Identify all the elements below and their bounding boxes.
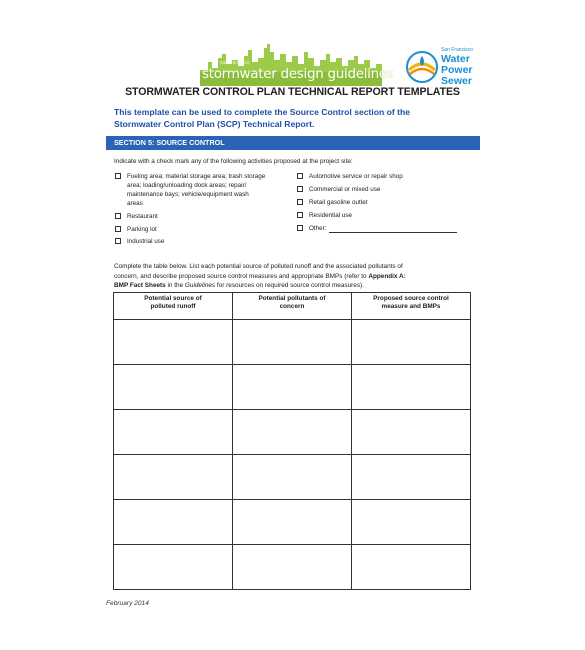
section-header-bar: SECTION 5: SOURCE CONTROL (106, 136, 480, 150)
checkbox-box[interactable] (297, 212, 303, 218)
checkbox-label: Other: (309, 225, 327, 232)
logo-left-small-text: san francisco (220, 60, 250, 66)
logo-word-water: Water (441, 53, 470, 65)
instruction-appendix-ref: Appendix A: (368, 272, 406, 280)
table-cell[interactable] (233, 455, 352, 500)
source-control-table (113, 292, 471, 590)
logo-left-text: stormwater design guidelines (202, 66, 394, 82)
table-instructions (114, 262, 474, 291)
checkbox-label: Restaurant (127, 213, 158, 220)
table-row (114, 410, 471, 455)
table-cell[interactable] (352, 455, 471, 500)
intro-line-2: Stormwater Control Plan (SCP) Technical Report. (114, 119, 315, 129)
logo-word-sewer: Sewer (441, 75, 472, 87)
table-cell[interactable] (352, 365, 471, 410)
table-cell[interactable] (114, 365, 233, 410)
checkbox-label: Retail gasoline outlet (309, 199, 368, 206)
table-header-row (114, 293, 471, 320)
table-row (114, 545, 471, 590)
table-cell[interactable] (114, 320, 233, 365)
checkbox-label: maintenance bays; vehicle/equipment wash (127, 191, 249, 198)
table-row (114, 500, 471, 545)
table-cell[interactable] (352, 410, 471, 455)
table-cell[interactable] (352, 320, 471, 365)
document-title: STORMWATER CONTROL PLAN TECHNICAL REPORT TEMPLATES (125, 86, 460, 98)
checkbox-box[interactable] (115, 238, 121, 244)
checklist-instruction: Indicate with a check mark any of the following activities proposed at the project site: (114, 158, 353, 165)
table-cell[interactable] (114, 410, 233, 455)
instruction-line-2: concern, and describe proposed source control measures and appropriate BMPs (refer to (114, 272, 369, 280)
table-row (114, 320, 471, 365)
checkbox-label: Industrial use (127, 238, 165, 245)
checkbox-box[interactable] (297, 173, 303, 179)
instruction-line-1: Complete the table below. List each potential source of polluted runoff and the associated pollutants of (114, 263, 403, 270)
table-cell[interactable] (114, 455, 233, 500)
table-cell[interactable] (233, 410, 352, 455)
checkbox-label: Fueling area; material storage area; trash storage (127, 173, 266, 180)
logo-word-power: Power (441, 64, 473, 76)
checkbox-label: areas (127, 200, 143, 207)
intro-text (114, 106, 474, 130)
table-cell[interactable] (352, 500, 471, 545)
table-cell[interactable] (233, 365, 352, 410)
checkbox-box[interactable] (297, 186, 303, 192)
checkbox-label: Automotive service or repair shop (309, 173, 403, 180)
stormwater-guidelines-logo (200, 40, 394, 88)
table-cell[interactable] (114, 500, 233, 545)
checkbox-box[interactable] (115, 213, 121, 219)
water-power-sewer-logo (405, 46, 485, 90)
checkbox-box[interactable] (115, 226, 121, 232)
checkbox-box[interactable] (297, 199, 303, 205)
checkbox-label: area; loading/unloading dock areas; repair/ (127, 182, 247, 189)
other-fill-in-line[interactable] (329, 225, 457, 233)
header-control-measures: Proposed source control measure and BMPs (352, 293, 471, 320)
intro-line-1: This template can be used to complete the Source Control section of the (114, 107, 411, 117)
checkbox-box[interactable] (297, 225, 303, 231)
instruction-guidelines-ref: Guidelines (184, 282, 216, 290)
checkbox-box[interactable] (115, 173, 121, 179)
header-pollutants: Potential pollutants of concern (233, 293, 352, 320)
header-potential-source: Potential source of polluted runoff (114, 293, 233, 320)
table-cell[interactable] (233, 320, 352, 365)
footer-date: February 2014 (106, 600, 149, 607)
table-cell[interactable] (114, 545, 233, 590)
checkbox-label: Residential use (309, 212, 353, 219)
table-cell[interactable] (233, 545, 352, 590)
instruction-line-3b: for resources on required source control measures). (215, 282, 364, 290)
table-body (114, 320, 471, 590)
table-cell[interactable] (233, 500, 352, 545)
water-drop-swirl-icon (405, 50, 439, 84)
table-cell[interactable] (352, 545, 471, 590)
table-row (114, 365, 471, 410)
checkbox-label: Commercial or mixed use (309, 186, 381, 193)
instruction-line-3a: in the (165, 282, 185, 290)
logo-right-small-text: San Francisco (441, 47, 473, 53)
table-row (114, 455, 471, 500)
checkbox-label: Parking lot (127, 226, 157, 233)
instruction-bmp-ref: BMP Fact Sheets (114, 282, 166, 290)
